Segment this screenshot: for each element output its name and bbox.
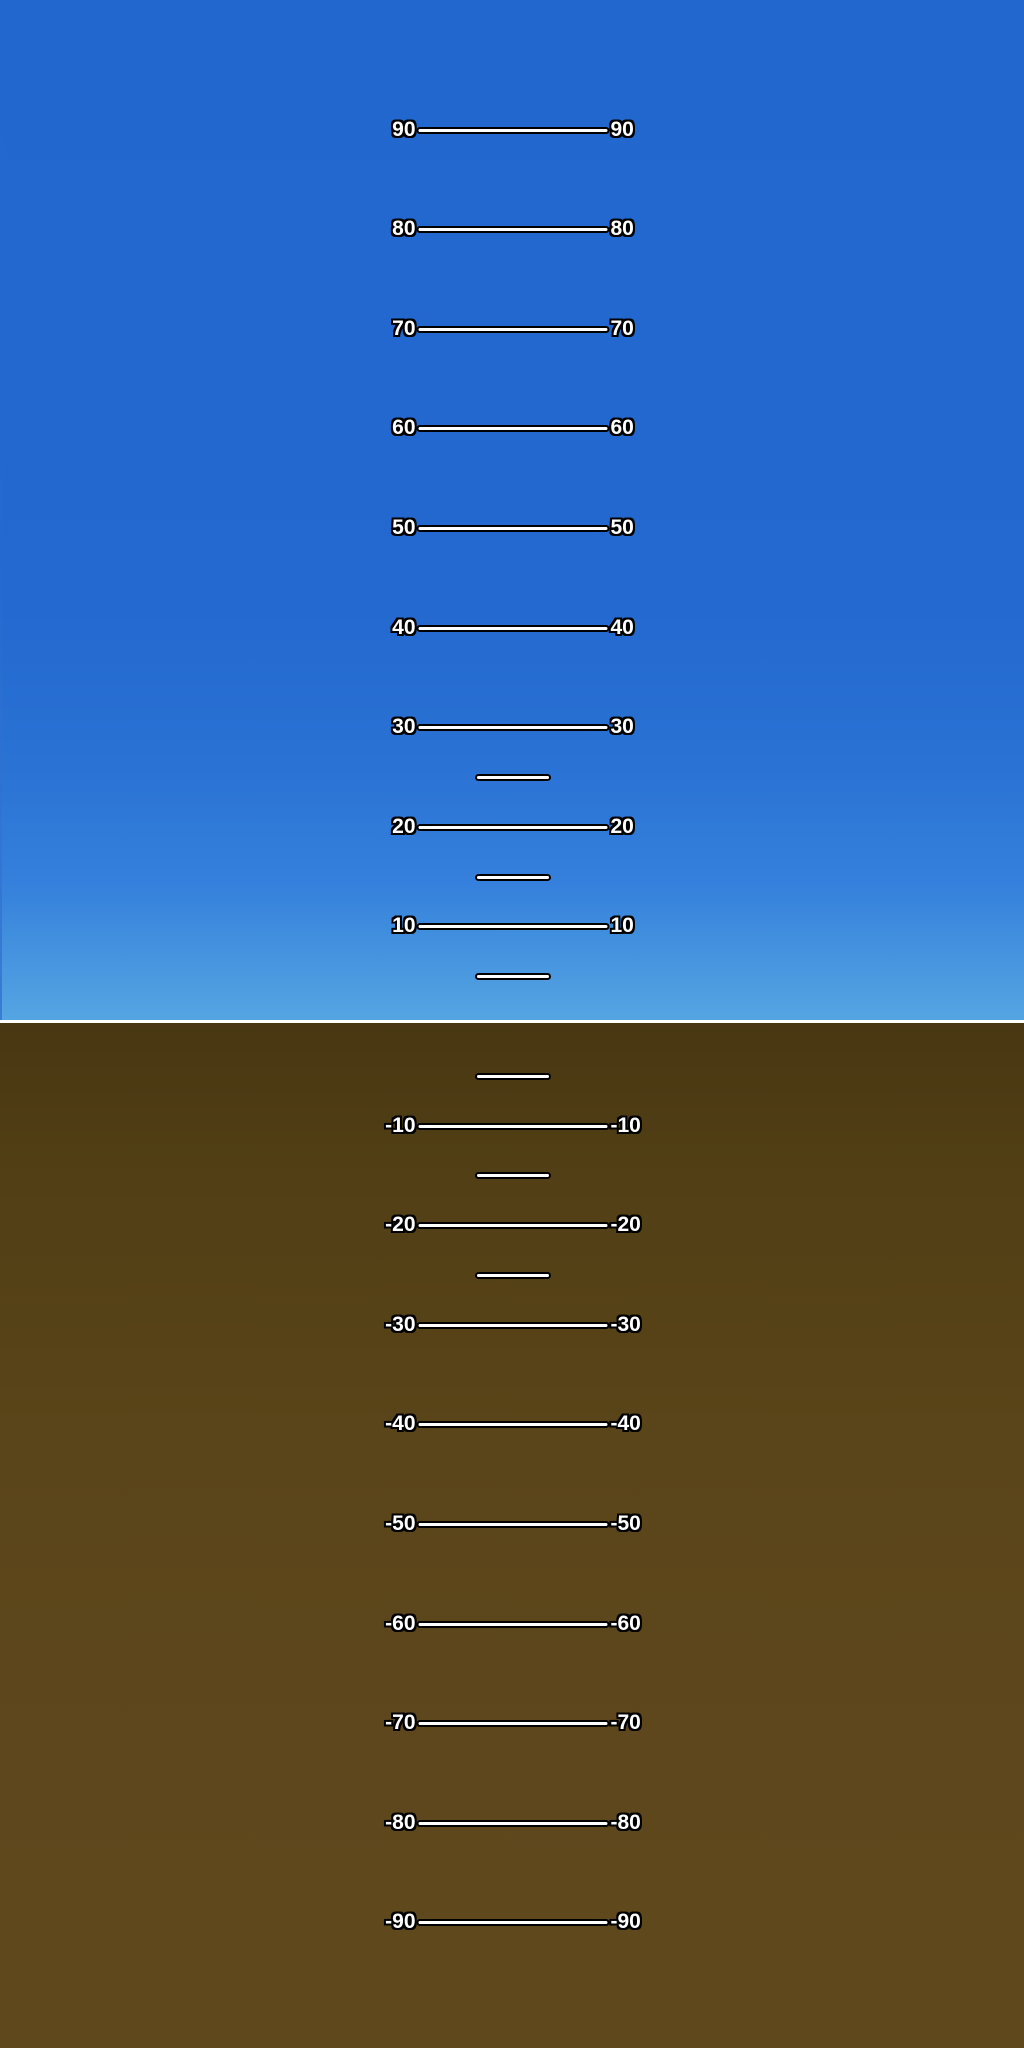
pitch-tick-25 xyxy=(475,765,551,789)
pitch-label-left: 80 xyxy=(392,217,416,240)
pitch-label-left: 30 xyxy=(392,715,416,738)
pitch-line xyxy=(417,1919,610,1926)
pitch-rung--40 xyxy=(376,1412,651,1436)
pitch-rung--80 xyxy=(376,1811,651,1835)
pitch-rung-30 xyxy=(376,715,651,739)
pitch-label-right: 60 xyxy=(610,416,634,439)
pitch-label-right: 90 xyxy=(610,118,634,141)
pitch-line xyxy=(475,874,551,881)
pitch-label-right: -70 xyxy=(610,1711,641,1734)
pitch-rung--20 xyxy=(376,1213,651,1237)
pitch-label-right: 70 xyxy=(610,317,634,340)
pitch-rung-70 xyxy=(376,317,651,341)
pitch-tick--15 xyxy=(475,1163,551,1187)
pitch-label-right: 10 xyxy=(610,914,634,937)
pitch-label-left: -30 xyxy=(385,1313,416,1336)
pitch-rung--30 xyxy=(376,1313,651,1337)
pitch-label-left: 60 xyxy=(392,416,416,439)
pitch-line xyxy=(417,1222,610,1229)
pitch-rung-60 xyxy=(376,416,651,440)
pitch-rung-50 xyxy=(376,516,651,540)
pitch-rung-40 xyxy=(376,616,651,640)
pitch-line xyxy=(417,127,610,134)
pitch-label-left: 70 xyxy=(392,317,416,340)
pitch-line xyxy=(417,525,610,532)
pitch-rung-80 xyxy=(376,217,651,241)
pitch-label-left: -40 xyxy=(385,1412,416,1435)
pitch-tick-5 xyxy=(475,964,551,988)
pitch-rung-90 xyxy=(376,118,651,142)
pitch-line xyxy=(417,326,610,333)
pitch-line xyxy=(417,1820,610,1827)
pitch-label-right: -10 xyxy=(610,1114,641,1137)
pitch-rung--60 xyxy=(376,1612,651,1636)
pitch-label-right: 80 xyxy=(610,217,634,240)
pitch-line xyxy=(417,625,610,632)
pitch-line xyxy=(417,1720,610,1727)
pitch-line xyxy=(417,425,610,432)
pitch-label-left: -80 xyxy=(385,1811,416,1834)
pitch-rung-20 xyxy=(376,815,651,839)
pitch-label-left: -20 xyxy=(385,1213,416,1236)
pitch-label-left: -50 xyxy=(385,1512,416,1535)
pitch-label-right: 30 xyxy=(610,715,634,738)
pitch-line xyxy=(475,774,551,781)
pitch-label-right: 20 xyxy=(610,815,634,838)
pitch-label-left: -10 xyxy=(385,1114,416,1137)
pitch-line xyxy=(417,1621,610,1628)
pitch-label-left: -70 xyxy=(385,1711,416,1734)
pitch-line xyxy=(417,1322,610,1329)
pitch-line xyxy=(417,1521,610,1528)
pitch-label-right: 40 xyxy=(610,616,634,639)
pitch-line xyxy=(417,824,610,831)
pitch-rung--70 xyxy=(376,1711,651,1735)
pitch-label-right: -30 xyxy=(610,1313,641,1336)
pitch-label-right: 50 xyxy=(610,516,634,539)
pitch-tick--5 xyxy=(475,1064,551,1088)
pitch-line xyxy=(475,973,551,980)
pitch-label-left: 90 xyxy=(392,118,416,141)
pitch-label-left: 20 xyxy=(392,815,416,838)
pitch-line xyxy=(417,923,610,930)
pitch-tick--25 xyxy=(475,1263,551,1287)
pitch-tick-15 xyxy=(475,865,551,889)
pitch-label-left: 10 xyxy=(392,914,416,937)
pitch-label-right: -90 xyxy=(610,1910,641,1933)
pitch-line xyxy=(417,226,610,233)
pitch-label-right: -40 xyxy=(610,1412,641,1435)
pitch-rung--50 xyxy=(376,1512,651,1536)
pitch-line xyxy=(475,1272,551,1279)
pitch-label-left: -60 xyxy=(385,1612,416,1635)
pitch-label-right: -80 xyxy=(610,1811,641,1834)
pitch-line xyxy=(475,1172,551,1179)
pitch-label-right: -50 xyxy=(610,1512,641,1535)
pitch-label-left: -90 xyxy=(385,1910,416,1933)
pitch-label-right: -20 xyxy=(610,1213,641,1236)
pitch-label-left: 40 xyxy=(392,616,416,639)
pitch-line xyxy=(417,1123,610,1130)
pitch-rung--10 xyxy=(376,1114,651,1138)
pitch-rung-10 xyxy=(376,914,651,938)
pitch-label-left: 50 xyxy=(392,516,416,539)
pitch-line xyxy=(417,724,610,731)
pitch-rung--90 xyxy=(376,1910,651,1934)
pitch-line xyxy=(475,1073,551,1080)
pitch-label-right: -60 xyxy=(610,1612,641,1635)
pitch-line xyxy=(417,1421,610,1428)
